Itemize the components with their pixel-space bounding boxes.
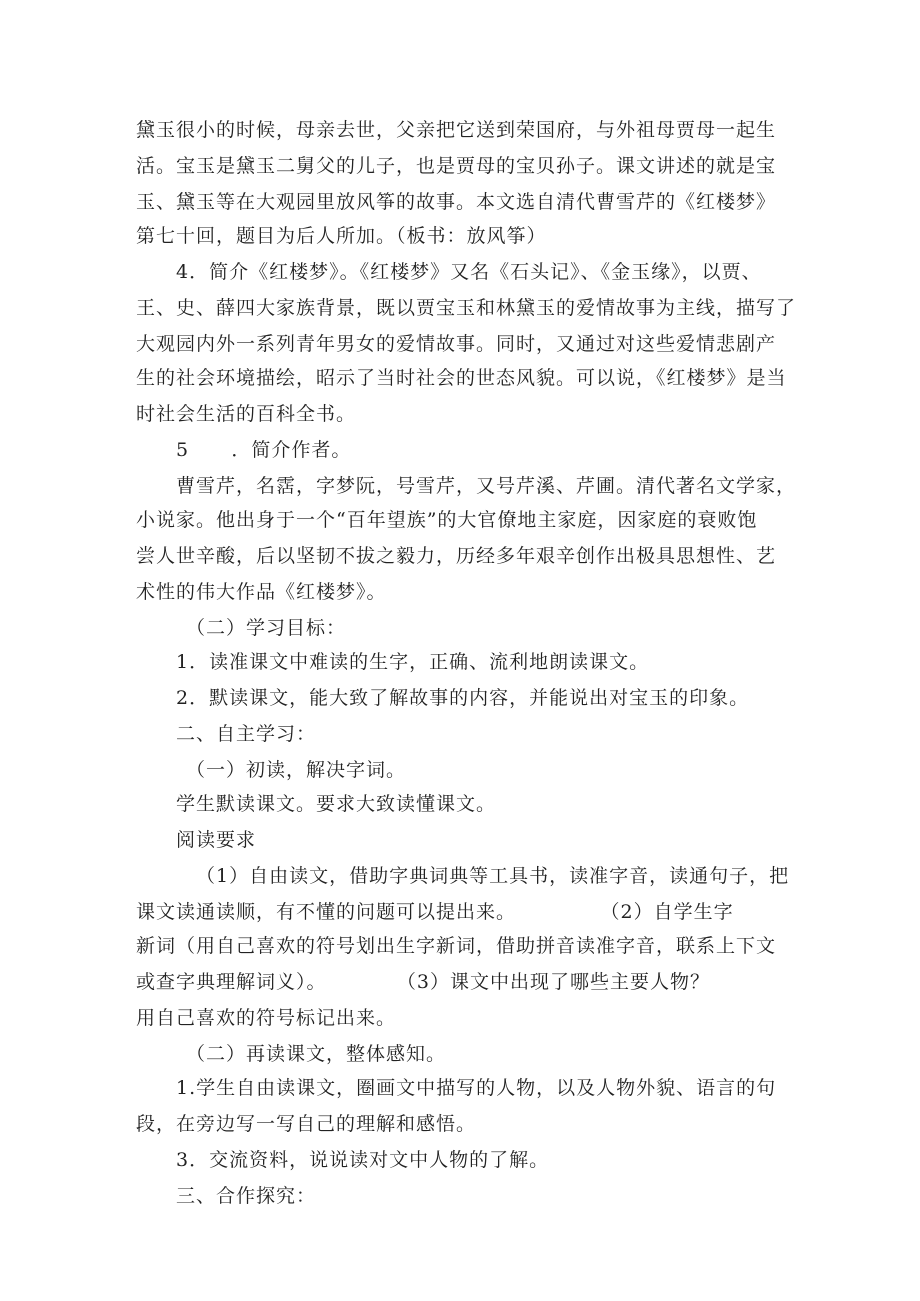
list-item: 4．简介《红楼梦》。《红楼梦》又名《石头记》、《金玉缘》，以贾、: [176, 261, 762, 283]
paragraph-line: 段，在旁边写一写自己的理解和感悟。: [136, 1113, 477, 1135]
paragraph-line: 活。宝玉是黛玉二舅父的儿子，也是贾母的宝贝孙子。课文讲述的就是宝: [136, 155, 777, 177]
section-heading: （二）再读课文，整体感知。: [186, 1043, 447, 1065]
paragraph-line: 大观园内外一系列青年男女的爱情故事。同时，又通过对这些爱情悲剧产: [136, 333, 777, 355]
paragraph-line: 或查字典理解词义）。 （3）课文中出现了哪些主要人物？: [136, 971, 710, 993]
paragraph-line: 术性的伟大作品《红楼梦》。: [136, 581, 387, 603]
paragraph-line: 课文读通读顺，有不懂的问题可以提出来。 （2）自学生字: [136, 901, 734, 923]
list-item: 1.学生自由读课文，圈画文中描写的人物，以及人物外貌、语言的句: [176, 1077, 777, 1099]
paragraph-line: 阅读要求: [176, 829, 257, 851]
paragraph-line: 曹雪芹，名霑，字梦阮，号雪芹，又号芹溪、芹圃。清代著名文学家，: [176, 475, 797, 497]
section-heading: 二、自主学习：: [176, 723, 317, 745]
paragraph-line: 新词（用自己喜欢的符号划出生字新词，借助拼音读准字音，联系上下文: [136, 935, 777, 957]
paragraph-line: 黛玉很小的时候，母亲去世，父亲把它送到荣国府，与外祖母贾母一起生: [136, 119, 777, 141]
paragraph-line: 学生默读课文。要求大致读懂课文。: [176, 793, 497, 815]
section-heading: （二）学习目标：: [186, 617, 347, 639]
paragraph-line: 时社会生活的百科全书。: [136, 403, 357, 425]
paragraph-line: 尝人世辛酸，后以坚韧不拔之毅力，历经多年艰辛创作出极具思想性、艺: [136, 545, 777, 567]
list-item: 2．默读课文，能大致了解故事的内容，并能说出对宝玉的印象。: [176, 687, 750, 709]
list-item: 1．读准课文中难读的生字，正确、流利地朗读课文。: [176, 651, 650, 673]
list-item: 5 ．简介作者。: [176, 439, 352, 461]
paragraph-line: 用自己喜欢的符号标记出来。: [136, 1007, 397, 1029]
list-item: （1）自由读文，借助字典词典等工具书，读准字音，读通句子，把: [196, 865, 790, 887]
section-heading: （一）初读，解决字词。: [186, 759, 407, 781]
paragraph-line: 生的社会环境描绘，昭示了当时社会的世态风貌。可以说，《红楼梦》是当: [136, 367, 787, 389]
paragraph-line: 小说家。他出身于一个“百年望族”的大官僚地主家庭，因家庭的衰败饱: [136, 509, 758, 531]
section-heading: 三、合作探究：: [176, 1185, 317, 1207]
list-item: 3．交流资料，说说读对文中人物的了解。: [176, 1149, 550, 1171]
paragraph-line: 王、史、薛四大家族背景，既以贾宝玉和林黛玉的爱情故事为主线，描写了: [136, 297, 797, 319]
paragraph-line: 玉、黛玉等在大观园里放风筝的故事。本文选自清代曹雪芹的《红楼梦》: [136, 191, 777, 213]
paragraph-line: 第七十回，题目为后人所加。（板书：放风筝）: [136, 225, 547, 247]
